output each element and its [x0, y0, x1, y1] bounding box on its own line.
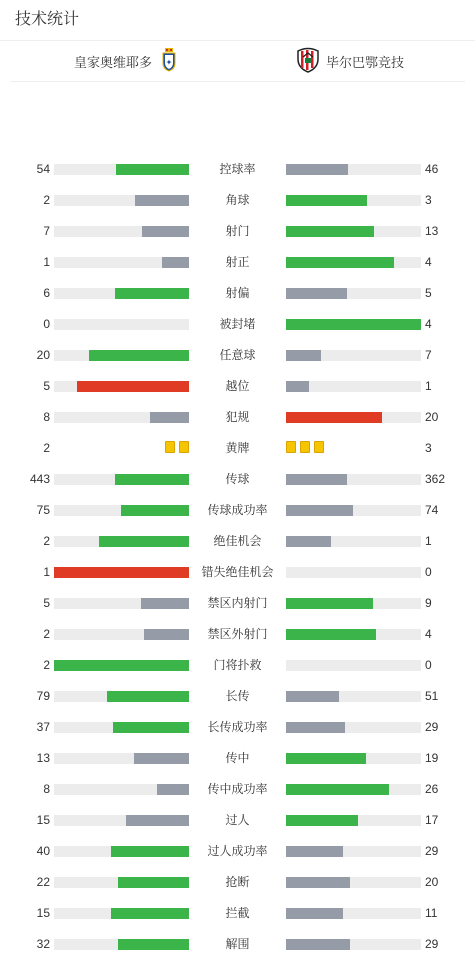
stat-row: [0, 407, 475, 427]
away-stat-bar: [286, 412, 421, 423]
home-stat-value: 8: [43, 410, 50, 424]
stat-label: 黄牌: [225, 441, 250, 455]
away-stat-bar-fill: [286, 319, 421, 330]
away-stat-value: 7: [425, 348, 432, 362]
home-yellow-cards: [165, 441, 189, 453]
away-stat-bar: [286, 567, 421, 578]
stat-label: 传中成功率: [207, 782, 268, 796]
stat-label: 传中: [225, 751, 250, 765]
page-title: 技术统计: [0, 0, 475, 41]
away-stat-value: 11: [425, 906, 438, 920]
stat-label: 拦截: [225, 906, 250, 920]
home-stat-bar-fill: [113, 722, 189, 733]
stat-label: 控球率: [219, 162, 256, 176]
home-stat-bar-fill: [77, 381, 189, 392]
home-stat-value: 2: [43, 193, 50, 207]
away-stat-value: 13: [425, 224, 439, 238]
away-stat-bar-fill: [286, 505, 353, 516]
home-stat-bar: [54, 846, 189, 857]
home-stat-bar-fill: [107, 691, 189, 702]
home-team[interactable]: [10, 41, 240, 81]
away-stat-value: 9: [425, 596, 432, 610]
away-stat-bar-fill: [286, 877, 350, 888]
home-stat-bar-fill: [121, 505, 189, 516]
away-stat-bar-fill: [286, 226, 374, 237]
home-stat-bar: [54, 815, 189, 826]
away-stat-bar-fill: [286, 164, 348, 175]
away-stat-bar: [286, 846, 421, 857]
home-stat-bar-fill: [157, 784, 189, 795]
stat-row: [0, 655, 475, 675]
away-stat-bar-fill: [286, 939, 350, 950]
stat-row: [0, 934, 475, 954]
home-stat-value: 15: [36, 906, 50, 920]
home-stat-bar: [54, 691, 189, 702]
home-stat-bar-fill: [142, 226, 189, 237]
home-team-name: 皇家奥维耶多: [73, 54, 152, 70]
away-stat-bar-fill: [286, 288, 347, 299]
away-team-name: 毕尔巴鄂竞技: [325, 54, 404, 70]
home-stat-bar: [54, 536, 189, 547]
home-stat-bar-fill: [118, 939, 189, 950]
home-stat-bar-fill: [115, 288, 189, 299]
home-stat-bar: [54, 877, 189, 888]
stat-row: [0, 531, 475, 551]
away-stat-bar-fill: [286, 350, 321, 361]
away-stat-value: 29: [425, 844, 439, 858]
away-stat-value: 3: [425, 193, 432, 207]
yellow-card-icon: [165, 441, 175, 453]
home-stat-bar-fill: [126, 815, 189, 826]
home-stat-bar-fill: [116, 164, 189, 175]
away-stat-bar: [286, 164, 421, 175]
away-stat-value: 19: [425, 751, 439, 765]
home-stat-value: 6: [43, 286, 50, 300]
away-stat-bar: [286, 536, 421, 547]
away-stat-bar: [286, 598, 421, 609]
away-stat-bar: [286, 908, 421, 919]
away-stat-bar: [286, 815, 421, 826]
home-stat-bar-fill: [54, 660, 189, 671]
stat-label: 长传成功率: [207, 720, 268, 734]
stat-row: [0, 593, 475, 613]
home-stat-bar: [54, 598, 189, 609]
away-stat-bar-fill: [286, 257, 394, 268]
stat-label: 解围: [225, 937, 250, 951]
home-stat-value: 1: [43, 565, 50, 579]
stat-row: [0, 872, 475, 892]
away-stat-bar: [286, 319, 421, 330]
stat-row: [0, 376, 475, 396]
away-stat-bar-fill: [286, 846, 343, 857]
home-stat-value: 13: [36, 751, 50, 765]
home-stat-value: 32: [36, 937, 50, 951]
home-stat-bar-fill: [111, 908, 189, 919]
home-stat-value: 443: [29, 472, 50, 486]
away-stat-value: 3: [425, 441, 432, 455]
home-stat-value: 20: [36, 348, 50, 362]
stat-row: [0, 686, 475, 706]
home-stat-bar-fill: [144, 629, 189, 640]
stat-row: [0, 500, 475, 520]
home-stat-value: 2: [43, 534, 50, 548]
real-oviedo-crest-icon: [162, 48, 176, 75]
away-stat-bar-fill: [286, 691, 339, 702]
away-stat-bar-fill: [286, 815, 358, 826]
stat-label: 射偏: [225, 286, 250, 300]
away-stat-bar: [286, 939, 421, 950]
home-stat-bar: [54, 908, 189, 919]
away-stat-bar: [286, 505, 421, 516]
home-stat-value: 2: [43, 441, 50, 455]
stat-label: 过人成功率: [207, 844, 268, 858]
stat-row: [0, 345, 475, 365]
away-stat-value: 17: [425, 813, 439, 827]
stat-row: [0, 624, 475, 644]
stat-label: 传球成功率: [207, 503, 268, 517]
home-stat-value: 79: [36, 689, 50, 703]
away-stat-value: 51: [425, 689, 439, 703]
home-stat-value: 0: [43, 317, 50, 331]
away-stat-bar: [286, 195, 421, 206]
home-stat-bar-fill: [115, 474, 189, 485]
home-stat-bar: [54, 319, 189, 330]
away-stat-value: 74: [425, 503, 439, 517]
away-stat-bar: [286, 257, 421, 268]
away-stat-value: 5: [425, 286, 432, 300]
away-stat-bar: [286, 629, 421, 640]
home-stat-bar-fill: [118, 877, 189, 888]
away-yellow-cards: [286, 441, 324, 453]
away-stat-value: 20: [425, 875, 439, 889]
stat-label: 犯规: [225, 410, 250, 424]
home-stat-bar-fill: [134, 753, 189, 764]
home-stat-bar-fill: [162, 257, 189, 268]
away-stat-bar: [286, 660, 421, 671]
away-stat-bar-fill: [286, 536, 331, 547]
home-stat-bar: [54, 939, 189, 950]
stat-label: 任意球: [219, 348, 256, 362]
home-stat-bar-fill: [141, 598, 189, 609]
stat-label: 长传: [225, 689, 250, 703]
home-stat-value: 40: [36, 844, 50, 858]
stat-label: 禁区外射门: [207, 627, 268, 641]
away-stat-value: 0: [425, 658, 432, 672]
away-stat-value: 26: [425, 782, 439, 796]
stat-row: [0, 159, 475, 179]
home-stat-value: 37: [36, 720, 50, 734]
home-stat-value: 22: [36, 875, 50, 889]
home-stat-bar: [54, 784, 189, 795]
home-stat-bar: [54, 567, 189, 578]
svg-text:✦: ✦: [165, 57, 173, 67]
stat-label: 门将扑救: [213, 658, 262, 672]
home-stat-value: 2: [43, 627, 50, 641]
away-stat-bar-fill: [286, 629, 376, 640]
away-team[interactable]: [235, 41, 465, 81]
stat-row: [0, 717, 475, 737]
away-stat-bar-fill: [286, 474, 347, 485]
home-stat-bar: [54, 505, 189, 516]
stat-row: [0, 221, 475, 241]
away-stat-bar: [286, 753, 421, 764]
away-stat-bar: [286, 877, 421, 888]
stat-label: 被封堵: [219, 317, 256, 331]
stat-row: [0, 438, 475, 458]
away-stat-bar: [286, 350, 421, 361]
yellow-card-icon: [314, 441, 324, 453]
home-stat-bar-fill: [99, 536, 189, 547]
stat-label: 绝佳机会: [213, 534, 262, 548]
team-header: [10, 41, 465, 82]
away-stat-bar: [286, 722, 421, 733]
home-stat-bar: [54, 412, 189, 423]
stat-label: 禁区内射门: [207, 596, 268, 610]
stat-label: 错失绝佳机会: [201, 565, 274, 579]
home-stat-bar: [54, 226, 189, 237]
away-stat-value: 29: [425, 937, 439, 951]
stat-label: 过人: [225, 813, 250, 827]
athletic-bilbao-crest-icon: [296, 47, 320, 76]
home-stat-bar: [54, 195, 189, 206]
away-stat-bar-fill: [286, 381, 309, 392]
stat-label: 抢断: [225, 875, 250, 889]
stat-label: 射正: [225, 255, 250, 269]
stat-label: 角球: [225, 193, 250, 207]
away-stat-bar: [286, 691, 421, 702]
home-stat-bar-fill: [135, 195, 189, 206]
stat-row: [0, 314, 475, 334]
home-stat-bar: [54, 629, 189, 640]
away-stat-bar: [286, 288, 421, 299]
away-stat-value: 362: [425, 472, 446, 486]
away-stat-value: 20: [425, 410, 439, 424]
away-stat-bar-fill: [286, 412, 382, 423]
home-stat-value: 1: [43, 255, 50, 269]
away-stat-value: 1: [425, 379, 432, 393]
home-stat-bar: [54, 722, 189, 733]
home-stat-bar-fill: [89, 350, 189, 361]
stat-row: [0, 562, 475, 582]
home-stat-bar: [54, 164, 189, 175]
home-stat-value: 8: [43, 782, 50, 796]
stat-row: [0, 283, 475, 303]
home-stat-bar-fill: [150, 412, 189, 423]
home-stat-value: 5: [43, 596, 50, 610]
home-stat-bar: [54, 474, 189, 485]
home-stat-value: 75: [36, 503, 50, 517]
stat-row: [0, 190, 475, 210]
home-stat-value: 15: [36, 813, 50, 827]
home-stat-bar-fill: [111, 846, 189, 857]
stat-row: [0, 841, 475, 861]
home-stat-bar: [54, 288, 189, 299]
home-stat-bar: [54, 381, 189, 392]
away-stat-bar-fill: [286, 722, 345, 733]
away-stat-bar-fill: [286, 598, 373, 609]
home-stat-value: 2: [43, 658, 50, 672]
home-stat-bar: [54, 753, 189, 764]
away-stat-value: 1: [425, 534, 432, 548]
stat-row: [0, 469, 475, 489]
yellow-card-icon: [286, 441, 296, 453]
stat-row: [0, 810, 475, 830]
stat-row: [0, 779, 475, 799]
stat-row: [0, 748, 475, 768]
away-stat-value: 46: [425, 162, 439, 176]
away-stat-value: 4: [425, 255, 432, 269]
yellow-card-icon: [179, 441, 189, 453]
home-stat-value: 54: [36, 162, 50, 176]
away-stat-bar-fill: [286, 195, 367, 206]
home-stat-bar: [54, 257, 189, 268]
away-stat-bar: [286, 381, 421, 392]
away-stat-bar-fill: [286, 753, 366, 764]
home-stat-value: 5: [43, 379, 50, 393]
stat-row: [0, 903, 475, 923]
away-stat-bar-fill: [286, 908, 343, 919]
home-stat-value: 7: [43, 224, 50, 238]
stat-label: 射门: [225, 224, 250, 238]
away-stat-bar: [286, 474, 421, 485]
away-stat-bar: [286, 226, 421, 237]
home-stat-bar-fill: [54, 567, 189, 578]
yellow-card-icon: [300, 441, 310, 453]
stat-label: 传球: [225, 472, 250, 486]
away-stat-value: 4: [425, 627, 432, 641]
away-stat-value: 0: [425, 565, 432, 579]
away-stat-bar-fill: [286, 784, 389, 795]
away-stat-bar: [286, 784, 421, 795]
stat-label: 越位: [225, 379, 250, 393]
stat-row: [0, 252, 475, 272]
away-stat-value: 4: [425, 317, 432, 331]
home-stat-bar: [54, 350, 189, 361]
home-stat-bar: [54, 660, 189, 671]
away-stat-value: 29: [425, 720, 439, 734]
